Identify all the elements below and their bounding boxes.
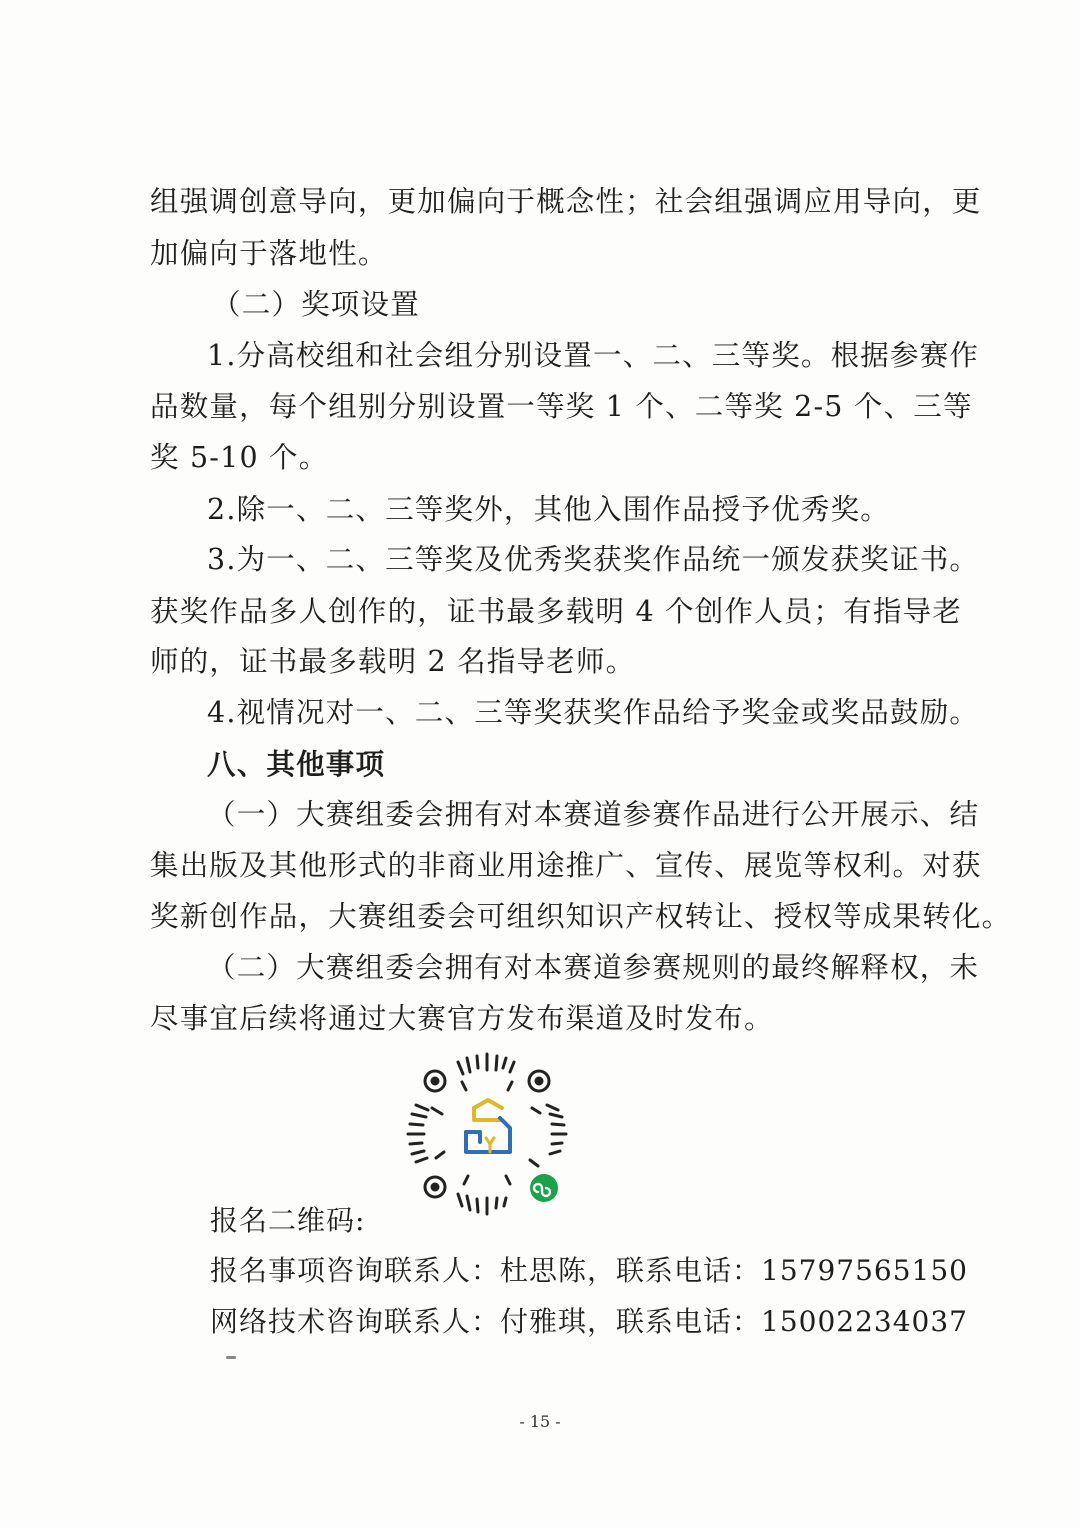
paragraph-line: 师的，证书最多载明 2 名指导老师。	[150, 645, 636, 678]
qr-code-icon[interactable]	[402, 1048, 572, 1220]
paragraph-line: 集出版及其他形式的非商业用途推广、宣传、展览等权利。对获	[150, 849, 982, 882]
paragraph-line: 3.为一、二、三等奖及优秀奖获奖作品统一颁发获奖证书。	[207, 543, 980, 576]
paragraph-line: 组强调创意导向，更加偏向于概念性；社会组强调应用导向，更	[150, 185, 982, 218]
paragraph-line: （二）大赛组委会拥有对本赛道参赛规则的最终解释权，未	[207, 951, 980, 984]
paragraph-line: 品数量，每个组别分别设置一等奖 1 个、二等奖 2-5 个、三等	[150, 390, 973, 423]
paragraph-line: 尽事宜后续将通过大赛官方发布渠道及时发布。	[150, 1002, 774, 1035]
paragraph-line: （一）大赛组委会拥有对本赛道参赛作品进行公开展示、结	[207, 798, 980, 831]
qr-label: 报名二维码:	[210, 1204, 366, 1237]
technical-contact: 网络技术咨询联系人：付雅琪，联系电话：15002234037	[210, 1305, 968, 1338]
scan-mark	[226, 1356, 236, 1359]
subheading-awards: （二）奖项设置	[212, 288, 420, 321]
paragraph-line: 获奖作品多人创作的，证书最多载明 4 个创作人员；有指导老	[150, 595, 963, 628]
section-heading: 八、其他事项	[207, 747, 386, 781]
paragraph-line: 2.除一、二、三等奖外，其他入围作品授予优秀奖。	[207, 493, 890, 526]
registration-contact: 报名事项咨询联系人：杜思陈，联系电话：15797565150	[210, 1254, 968, 1287]
paragraph-line: 1.分高校组和社会组分别设置一、二、三等奖。根据参赛作	[207, 339, 980, 372]
paragraph-line: 奖 5-10 个。	[150, 441, 329, 474]
paragraph-line: 4.视情况对一、二、三等奖获奖作品给予奖金或奖品鼓励。	[207, 696, 980, 729]
page-number: - 15 -	[519, 1412, 561, 1431]
paragraph-line: 奖新创作品，大赛组委会可组织知识产权转让、授权等成果转化。	[150, 900, 1012, 933]
paragraph-line: 加偏向于落地性。	[150, 237, 388, 270]
